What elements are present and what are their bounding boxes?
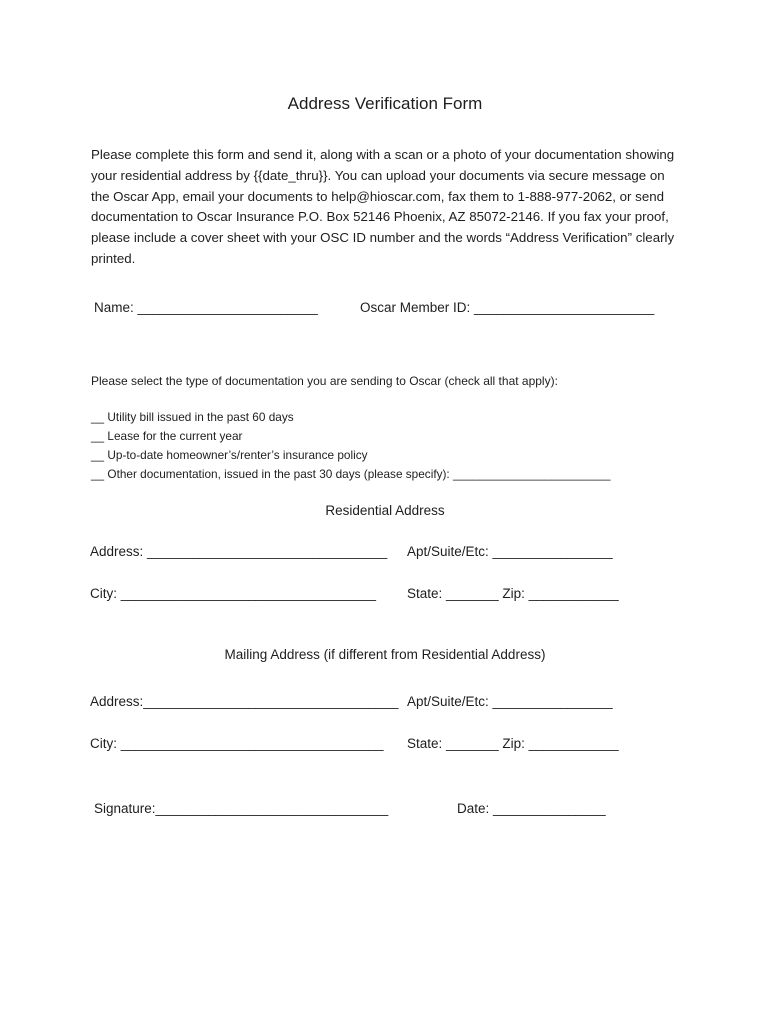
mailing-address-heading: Mailing Address (if different from Residential Address) xyxy=(224,647,546,662)
mailing-apt-field[interactable]: Apt/Suite/Etc: ________________ xyxy=(407,694,613,709)
residential-address-heading: Residential Address xyxy=(325,503,445,518)
residential-state-zip-field[interactable]: State: _______ Zip: ____________ xyxy=(407,586,619,601)
option-lease[interactable]: __ Lease for the current year xyxy=(91,429,243,443)
form-title: Address Verification Form xyxy=(287,94,483,113)
option-utility-bill[interactable]: __ Utility bill issued in the past 60 days xyxy=(91,410,294,424)
option-other-documentation[interactable]: __ Other documentation, issued in the past 30 days (please specify): ________________________ xyxy=(91,467,611,481)
member-id-field[interactable]: Oscar Member ID: ________________________ xyxy=(360,300,655,315)
option-insurance-policy[interactable]: __ Up-to-date homeowner’s/renter’s insurance policy xyxy=(91,448,368,462)
residential-city-field[interactable]: City: __________________________________ xyxy=(90,586,377,601)
documentation-prompt: Please select the type of documentation you are sending to Oscar (check all that apply): xyxy=(91,374,558,388)
mailing-city-field[interactable]: City: ___________________________________ xyxy=(90,736,384,751)
residential-address-field[interactable]: Address: ________________________________ xyxy=(90,544,388,559)
mailing-state-zip-field[interactable]: State: _______ Zip: ____________ xyxy=(407,736,619,751)
mailing-address-field[interactable]: Address:__________________________________ xyxy=(90,694,399,709)
signature-field[interactable]: Signature:_______________________________ xyxy=(94,801,389,816)
residential-apt-field[interactable]: Apt/Suite/Etc: ________________ xyxy=(407,544,613,559)
name-field[interactable]: Name: ________________________ xyxy=(94,300,318,315)
date-field[interactable]: Date: _______________ xyxy=(457,801,606,816)
instructions-paragraph: Please complete this form and send it, along with a scan or a photo of your documentation showing your residential address by {{date_thru}}. You can upload your documents via secure message on the Oscar App, email your documents to help@hioscar.com, fax them to 1-888-977-2062, or send documentation to Oscar Insurance P.O. Box 52146 Phoenix, AZ 85072-2146. If you fax your proof, please include a cover sheet with your OSC ID number and the words “Address Verification” clearly printed. xyxy=(91,147,675,266)
